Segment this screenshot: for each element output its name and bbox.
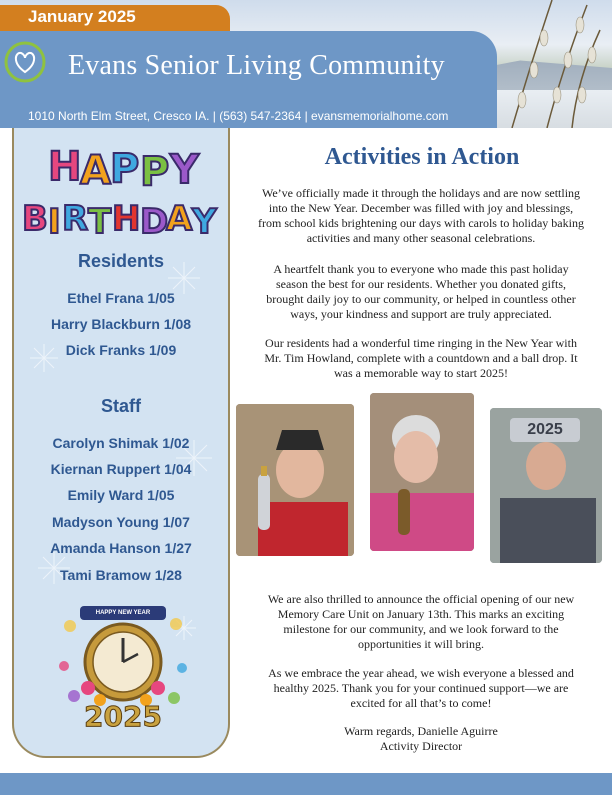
svg-text:A: A — [166, 199, 193, 238]
svg-text:D: D — [140, 202, 169, 238]
staff-birthday: Kiernan Ruppert 1/04 — [50, 461, 192, 477]
svg-text:P: P — [140, 149, 170, 195]
staff-birthday: Amanda Hanson 1/27 — [50, 540, 192, 556]
pussy-willow-branches — [492, 0, 602, 128]
page-title: Activities in Action — [324, 144, 520, 170]
article-paragraph: A heartfelt thank you to everyone who made this past holiday season the best for our residents. Whether you donated gifts, brought daily joy to our community, or helped in countless other ways, your kindness and support are truly appreciated. — [266, 262, 576, 321]
svg-text:Y: Y — [170, 147, 199, 193]
signoff-name: Warm regards, Danielle Aguirre — [344, 724, 498, 738]
staff-birthday: Madyson Young 1/07 — [52, 514, 190, 530]
resident-birthday: Dick Franks 1/09 — [65, 342, 177, 358]
address-line: 1010 North Elm Street, Cresco IA. | (563) 547-2364 | evansmemorialhome.com — [28, 109, 449, 123]
happy-birthday-banner — [22, 138, 236, 238]
article-paragraph: We are also thrilled to announce the official opening of our new Memory Care Unit on January 13th. This marks an exciting milestone for our community, and we look forward to the opportunities it will bring. — [267, 592, 575, 651]
resident-photo-3 — [490, 408, 602, 563]
staff-birthday: Carolyn Shimak 1/02 — [52, 435, 190, 451]
article-paragraph: We’ve officially made it through the holidays and are now settling into the New Year. December was filled with joy and blessings, from school kids brightening our days with carols to holiday baking activities and many other seasonal celebrations. — [258, 186, 584, 245]
resident-birthday: Ethel Frana 1/05 — [67, 290, 175, 306]
svg-text:P: P — [110, 146, 140, 192]
article-paragraph: As we embrace the year ahead, we wish everyone a blessed and healthy 2025. Thank you for your continued support—we are excited for all that’s to come! — [268, 666, 574, 710]
resident-birthday: Harry Blackburn 1/08 — [50, 316, 192, 332]
svg-text:A: A — [80, 148, 111, 194]
new-year-banner-text: HAPPY NEW YEAR — [95, 610, 151, 616]
resident-photo-1-figure — [236, 404, 354, 556]
resident-photo-2-figure — [370, 393, 474, 551]
community-logo-icon — [2, 39, 48, 85]
date-tab — [0, 5, 230, 31]
staff-birthday: Tami Bramow 1/28 — [60, 567, 182, 583]
staff-birthday: Emily Ward 1/05 — [67, 487, 175, 503]
article-paragraph: Our residents had a wonderful time ringing in the New Year with Mr. Tim Howland, complete with a countdown and a ball drop. It was a memorable way to start 2025! — [264, 336, 578, 380]
community-title: Evans Senior Living Community — [68, 50, 445, 81]
resident-photo-2 — [370, 393, 474, 551]
svg-text:H: H — [48, 144, 82, 190]
resident-photo-1 — [236, 404, 354, 556]
footer-bar — [0, 773, 612, 795]
svg-text:Y: Y — [192, 202, 217, 238]
svg-text:I: I — [48, 202, 61, 238]
svg-text:R: R — [62, 199, 89, 238]
signoff-title: Activity Director — [379, 739, 463, 753]
svg-text:B: B — [22, 199, 48, 238]
svg-text:H: H — [112, 199, 141, 238]
address-bar — [0, 106, 497, 128]
new-year-number: 2025 — [84, 700, 162, 733]
issue-date: January 2025 — [28, 7, 136, 26]
new-year-hat-text: 2025 — [527, 421, 563, 438]
svg-text:T: T — [88, 202, 112, 238]
staff-heading: Staff — [101, 396, 141, 416]
residents-heading: Residents — [77, 251, 165, 271]
